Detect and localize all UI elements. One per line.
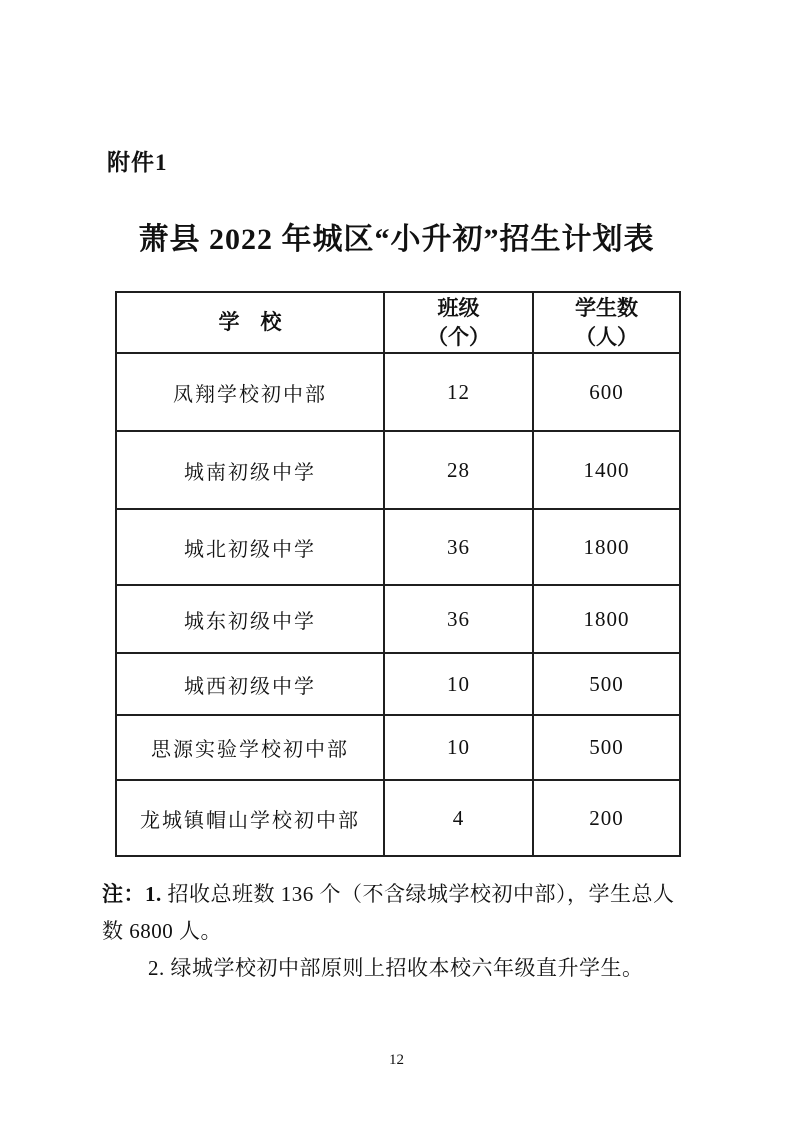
- table-row: [116, 585, 680, 653]
- table-header-row: [116, 292, 680, 353]
- school-cell: 城东初级中学: [116, 585, 384, 653]
- header-students-line2: （人）: [575, 324, 638, 349]
- note-label: 注：1.: [102, 882, 162, 906]
- table-row: [116, 780, 680, 856]
- students-cell: 600: [533, 353, 680, 431]
- school-cell: 城北初级中学: [116, 509, 384, 585]
- attachment-label: 附件1: [107, 150, 168, 175]
- students-cell: 200: [533, 780, 680, 856]
- students-cell: 500: [533, 653, 680, 715]
- header-students-line1: 学生数: [575, 295, 638, 320]
- students-cell: 1800: [533, 585, 680, 653]
- header-classes: [384, 292, 533, 353]
- page-number: 12: [389, 1052, 404, 1068]
- note-2: 2. 绿城学校初中部原则上招收本校六年级直升学生。: [148, 956, 644, 980]
- header-classes-line2: （个）: [427, 324, 490, 349]
- school-cell: 城西初级中学: [116, 653, 384, 715]
- table-row: [116, 509, 680, 585]
- classes-cell: 10: [384, 715, 533, 780]
- header-school-label: 学 校: [218, 310, 282, 334]
- classes-cell: 4: [384, 780, 533, 856]
- school-cell: 凤翔学校初中部: [116, 353, 384, 431]
- school-cell: 思源实验学校初中部: [116, 715, 384, 780]
- header-classes-line1: 班级: [437, 295, 480, 320]
- header-students: [533, 292, 680, 353]
- enrollment-plan-table: [115, 291, 681, 857]
- table-row: [116, 715, 680, 780]
- table-row: [116, 353, 680, 431]
- classes-cell: 36: [384, 509, 533, 585]
- students-cell: 1800: [533, 509, 680, 585]
- students-cell: 500: [533, 715, 680, 780]
- table-row: [116, 431, 680, 509]
- note-1-line-1: [102, 876, 698, 913]
- classes-cell: 10: [384, 653, 533, 715]
- note-1-text: 招收总班数 136 个（不含绿城学校初中部），学生总人: [161, 882, 675, 906]
- page-title: 萧县 2022 年城区“小升初”招生计划表: [138, 223, 655, 256]
- school-cell: 城南初级中学: [116, 431, 384, 509]
- students-cell: 1400: [533, 431, 680, 509]
- classes-cell: 12: [384, 353, 533, 431]
- header-school: [116, 292, 384, 353]
- table-row: [116, 653, 680, 715]
- note-1-line-2: 数 6800 人。: [102, 919, 222, 943]
- classes-cell: 28: [384, 431, 533, 509]
- school-cell: 龙城镇帽山学校初中部: [116, 780, 384, 856]
- notes-section: [102, 876, 698, 987]
- classes-cell: 36: [384, 585, 533, 653]
